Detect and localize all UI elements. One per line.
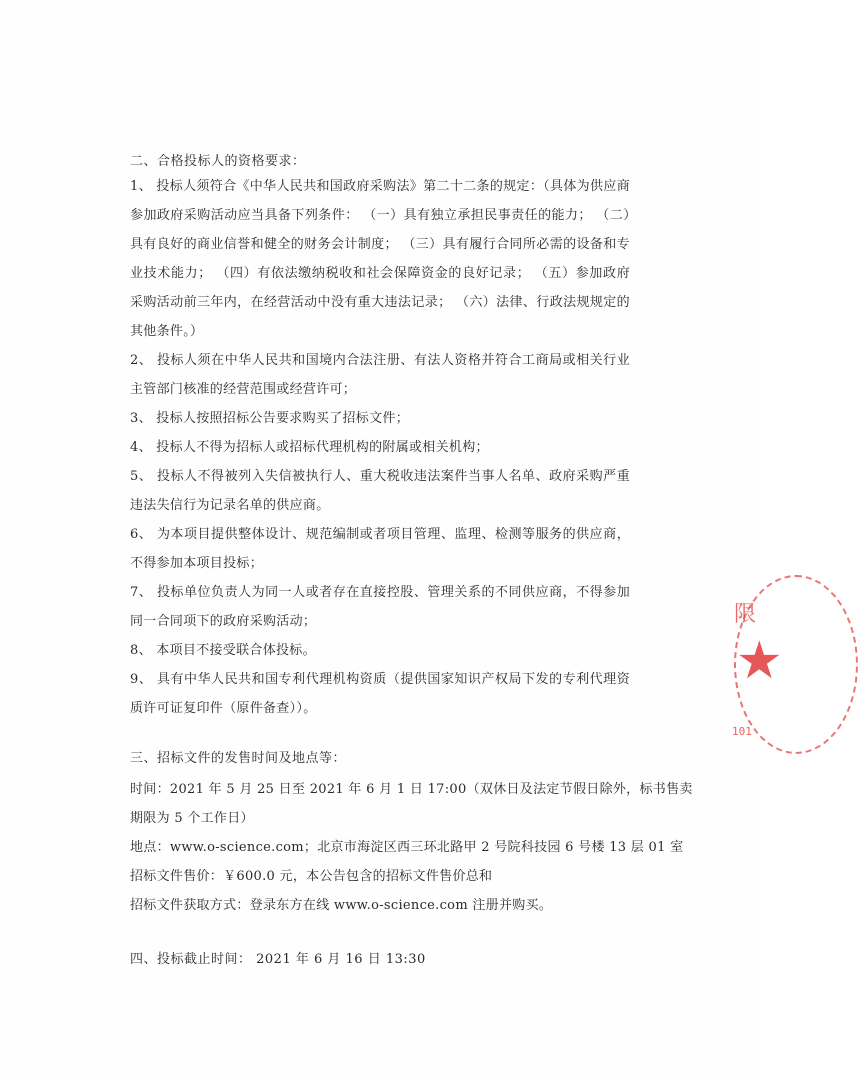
qualification-list: [130, 172, 630, 723]
section-heading: 三、招标文件的发售时间及地点等：: [130, 751, 347, 766]
section-sale: [130, 747, 630, 766]
list-item: 8、 本项目不接受联合体投标。: [130, 643, 316, 658]
list-item: 9、 具有中华人民共和国专利代理机构资质（提供国家知识产权局下发的专利代理资质许可证复印件（原件备查））。: [130, 672, 630, 716]
official-stamp: [722, 575, 782, 755]
sale-price: 招标文件售价：￥600.0 元，本公告包含的招标文件售价总和: [130, 869, 493, 884]
sale-details: [130, 775, 693, 920]
list-item: 6、 为本项目提供整体设计、规范编制或者项目管理、监理、检测等服务的供应商，不得参加本项目投标；: [130, 527, 630, 571]
sale-method: 招标文件获取方式：登录东方在线 www.o-science.com 注册并购买。: [130, 898, 553, 913]
list-item: 4、 投标人不得为招标人或招标代理机构的附属或相关机构；: [130, 440, 489, 455]
list-item: 5、 投标人不得被列入失信被执行人、重大税收违法案件当事人名单、政府采购严重违法失信行为记录名单的供应商。: [130, 469, 630, 513]
section-deadline: [130, 948, 630, 967]
section-heading: 二、合格投标人的资格要求：: [130, 154, 306, 169]
list-item: 7、 投标单位负责人为同一人或者存在直接控股、管理关系的不同供应商，不得参加同一合同项下的政府采购活动；: [130, 585, 630, 629]
deadline-heading: 四、投标截止时间： 2021 年 6 月 16 日 13:30: [130, 952, 426, 967]
star-icon: ★: [736, 631, 783, 691]
list-item: 3、 投标人按照招标公告要求购买了招标文件；: [130, 411, 410, 426]
stamp-char: 限: [734, 602, 757, 627]
list-item: 1、 投标人须符合《中华人民共和国政府采购法》第二十二条的规定：（具体为供应商参加政府采购活动应当具备下列条件： （一）具有独立承担民事责任的能力； （二）具有良好的商业信誉和健全的财务会计制度； （三）具有履行合同所必需的设备和专业技术能力； （四）有依法缴纳税收和社会保障资金的良好记录； （五）参加政府采购活动前三年内，在经营活动中没有重大违法记录； （六）法律、行政法规规定的其他条件。）: [130, 179, 630, 339]
stamp-number: 101: [732, 725, 752, 738]
sale-location: 地点：www.o-science.com；北京市海淀区西三环北路甲 2 号院科技园 6 号楼 13 层 01 室: [130, 840, 684, 855]
section-qualification: [130, 150, 630, 169]
list-item: 2、 投标人须在中华人民共和国境内合法注册、有法人资格并符合工商局或相关行业主管部门核准的经营范围或经营许可；: [130, 353, 630, 397]
sale-time-cont: 期限为 5 个工作日）: [130, 811, 254, 826]
sale-time: 时间：2021 年 5 月 25 日至 2021 年 6 月 1 日 17:00（双休日及法定节假日除外，标书售卖: [130, 782, 693, 797]
